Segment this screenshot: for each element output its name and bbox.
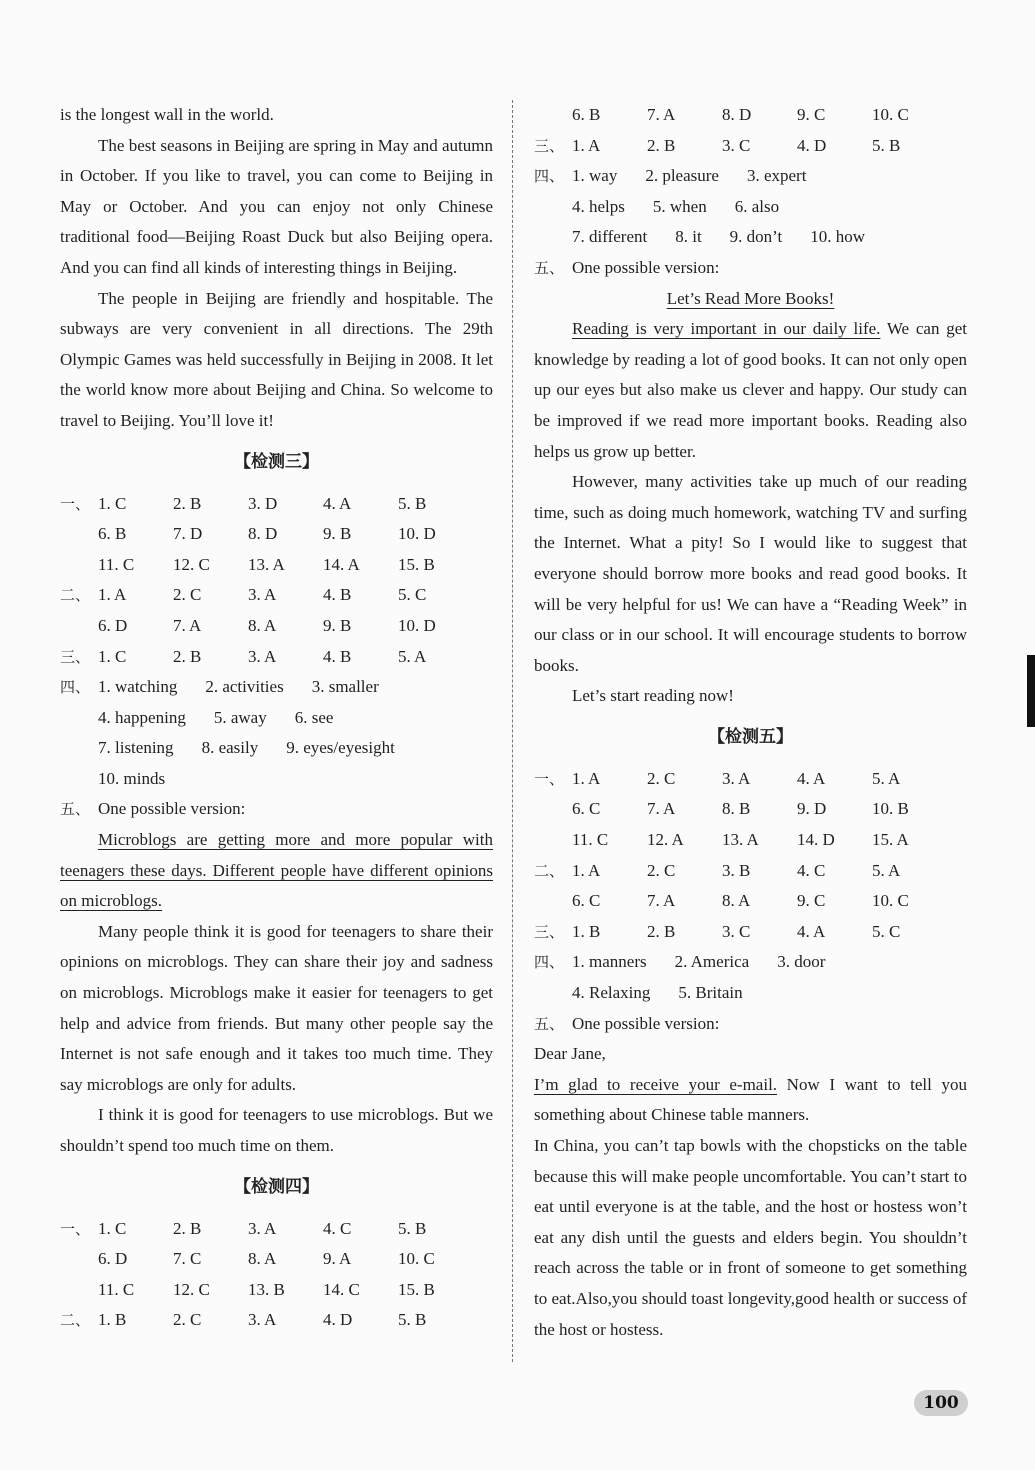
test3-part1-answers bbox=[60, 489, 493, 581]
essay-paragraph-1: Reading is very important in our daily life. We can get knowledge by reading a lot of good books. It can not only open up our eyes but also make us clever and happy. Our study can be improved if we read more important books. Reading also helps us grow up better. bbox=[534, 319, 967, 461]
answer-item: 8. D bbox=[248, 524, 278, 544]
answer-item: 4. A bbox=[797, 768, 826, 788]
answer-item: 10. C bbox=[398, 1249, 435, 1269]
answer-item: 2. activities bbox=[205, 677, 284, 697]
answer-item: 6. D bbox=[98, 1249, 128, 1269]
answer-item: 3. smaller bbox=[311, 677, 379, 697]
intro-line: is the longest wall in the world. bbox=[60, 105, 274, 124]
answer-item: 10. how bbox=[810, 227, 866, 247]
answer-item: 14. C bbox=[323, 1279, 360, 1299]
answer-row bbox=[534, 947, 967, 978]
section-prefix: 四、 bbox=[60, 678, 91, 697]
section-prefix bbox=[60, 703, 98, 734]
section-prefix bbox=[534, 794, 572, 825]
answer-item: 8. D bbox=[722, 105, 752, 124]
answer-item: 15. B bbox=[398, 1279, 435, 1299]
section-prefix: 五、 bbox=[534, 258, 565, 277]
letter-greeting: Dear Jane, bbox=[534, 1044, 606, 1064]
answer-item: 3. D bbox=[248, 493, 278, 513]
answer-row bbox=[534, 886, 967, 917]
test3-part5-label-row bbox=[60, 794, 493, 825]
answer-item: 5. A bbox=[872, 860, 901, 880]
answer-row bbox=[60, 1275, 493, 1306]
section-prefix: 一、 bbox=[60, 494, 91, 513]
answer-item: 8. it bbox=[675, 227, 702, 247]
answer-item: 10. B bbox=[872, 799, 909, 819]
answer-row bbox=[60, 611, 493, 642]
section-prefix bbox=[60, 1275, 98, 1306]
answer-item: 9. don’t bbox=[729, 227, 783, 247]
answer-item: 1. A bbox=[572, 135, 601, 155]
answer-item: 4. C bbox=[797, 860, 826, 880]
answer-item: 6. C bbox=[572, 891, 601, 911]
answer-row bbox=[60, 642, 493, 673]
section-prefix bbox=[60, 1244, 98, 1275]
section-prefix: 二、 bbox=[60, 586, 91, 605]
answer-item: 4. B bbox=[323, 646, 352, 666]
answer-item: 5. A bbox=[872, 768, 901, 788]
test5-part5-label-row bbox=[534, 1009, 967, 1040]
answer-item: 2. B bbox=[173, 493, 202, 513]
answer-item: 7. A bbox=[647, 799, 676, 819]
answer-item: 2. C bbox=[647, 860, 676, 880]
answer-item: 1. C bbox=[98, 493, 127, 513]
test3-part3-answers bbox=[60, 642, 493, 673]
answer-item: 6. also bbox=[734, 196, 780, 216]
answer-row bbox=[534, 856, 967, 887]
answer-item: 5. A bbox=[398, 646, 427, 666]
answer-item: 9. A bbox=[323, 1249, 352, 1269]
answer-item: 13. A bbox=[248, 554, 285, 574]
answer-row bbox=[534, 794, 967, 825]
test4-part3-answers bbox=[534, 131, 967, 162]
answer-item: 12. C bbox=[173, 554, 210, 574]
answer-row bbox=[534, 978, 967, 1009]
answer-item: 9. D bbox=[797, 799, 827, 819]
section-prefix bbox=[534, 192, 572, 223]
answer-row bbox=[534, 917, 967, 948]
answer-item: 3. B bbox=[722, 860, 751, 880]
paragraph-people: The people in Beijing are friendly and hospitable. The subways are very convenient in all directions. The 29th Olympic Games was held successfully in Beijing in 2008. It let the world know more about Beijing and China. So welcome to travel to Beijing. You’ll love it! bbox=[60, 288, 493, 430]
answer-item: 7. D bbox=[173, 524, 203, 544]
answer-item: 2. B bbox=[173, 1218, 202, 1238]
answer-row bbox=[534, 192, 967, 223]
section-prefix: 四、 bbox=[534, 953, 565, 972]
answer-item: 15. A bbox=[872, 830, 909, 850]
section-prefix bbox=[534, 100, 572, 131]
answer-item: 9. C bbox=[797, 105, 826, 124]
answer-row bbox=[534, 161, 967, 192]
paragraph-seasons: The best seasons in Beijing are spring in May and autumn in October. If you like to travel, you can come to Beijing in May or October. And you can enjoy not only Chinese traditional food—Beijing Roast Duck but also Beijing opera. And you can find all kinds of interesting things in Beijing. bbox=[60, 135, 493, 277]
answer-row bbox=[60, 489, 493, 520]
answer-item: 4. happening bbox=[98, 707, 186, 727]
letter-paragraph-1: I’m glad to receive your e-mail. Now I want to tell you something about Chinese table manners. bbox=[534, 1074, 968, 1125]
essay-paragraph-2: However, many activities take up much of our reading time, such as doing much homework, watching TV and surfing the Internet. What a pity! So I would like to suggest that everyone should borrow more books and read good books. It will be very helpful for us! We can have a “Reading Week” in our class or in our school. It will encourage students to borrow books. bbox=[534, 472, 967, 675]
answer-item: 14. A bbox=[323, 554, 360, 574]
answer-row bbox=[60, 550, 493, 581]
answer-item: 5. B bbox=[398, 1218, 427, 1238]
section-prefix: 二、 bbox=[60, 1311, 91, 1330]
section-prefix bbox=[60, 611, 98, 642]
answer-item: 11. C bbox=[98, 554, 135, 574]
answer-item: 4. A bbox=[797, 921, 826, 941]
answer-item: 1. C bbox=[98, 646, 127, 666]
answer-item: 5. away bbox=[213, 707, 267, 727]
answer-item: 3. A bbox=[248, 1218, 277, 1238]
answer-item: 2. B bbox=[647, 135, 676, 155]
test4-part2-answers bbox=[60, 1305, 493, 1336]
test4-part4-answers bbox=[534, 161, 967, 253]
answer-item: 9. B bbox=[323, 524, 352, 544]
answer-row bbox=[534, 100, 967, 131]
section-prefix: 一、 bbox=[534, 769, 565, 788]
answer-item: 12. A bbox=[647, 830, 684, 850]
answer-item: 10. D bbox=[398, 524, 436, 544]
answer-item: 2. pleasure bbox=[645, 166, 719, 186]
answer-item: 1. way bbox=[572, 166, 618, 186]
answer-item: 4. D bbox=[323, 1310, 353, 1330]
answer-item: 1. A bbox=[98, 585, 127, 605]
section-prefix bbox=[60, 764, 98, 795]
section-prefix: 三、 bbox=[534, 136, 565, 155]
answer-row bbox=[534, 131, 967, 162]
answer-item: 8. B bbox=[722, 799, 751, 819]
answer-item: 12. C bbox=[173, 1279, 210, 1299]
answer-item: 10. C bbox=[872, 105, 909, 124]
answer-row bbox=[60, 1244, 493, 1275]
test5-part3-answers bbox=[534, 917, 967, 948]
answer-item: 2. C bbox=[647, 768, 676, 788]
answer-row bbox=[60, 580, 493, 611]
answer-item: 3. A bbox=[248, 1310, 277, 1330]
section-prefix: 三、 bbox=[534, 922, 565, 941]
section-prefix bbox=[534, 978, 572, 1009]
answer-item: 5. when bbox=[652, 196, 707, 216]
letter-paragraph-2: In China, you can’t tap bowls with the chopsticks on the table because this will make people uncomfortable. You can’t start to eat until everyone is at the table, and the host or hostess won’t eat any dish until the guests and elders begin. You shouldn’t reach across the table or in front of someone to get something to eat.Also,you should toast longevity,good health or success of the host or hostess. bbox=[534, 1136, 967, 1339]
section-prefix: 二、 bbox=[534, 861, 565, 880]
answer-item: 3. door bbox=[777, 952, 826, 972]
answer-row bbox=[60, 672, 493, 703]
answer-item: 1. A bbox=[572, 860, 601, 880]
answer-item: 1. A bbox=[572, 768, 601, 788]
answer-item: 1. B bbox=[98, 1310, 127, 1330]
answer-item: 1. watching bbox=[98, 677, 178, 697]
section-prefix bbox=[60, 733, 98, 764]
answer-item: 3. C bbox=[722, 135, 751, 155]
answer-item: 3. C bbox=[722, 921, 751, 941]
answer-item: 1. B bbox=[572, 921, 601, 941]
answer-item: 13. B bbox=[248, 1279, 285, 1299]
essay-intro-underlined: Microblogs are getting more and more popular with teenagers these days. Different people have different opinions on microblogs. bbox=[60, 830, 493, 911]
answer-item: 6. C bbox=[572, 799, 601, 819]
section-title-test5: 【检测五】 bbox=[708, 726, 793, 747]
answer-item: 9. B bbox=[323, 615, 352, 635]
section-prefix: 五、 bbox=[60, 800, 91, 819]
version-label: One possible version: bbox=[572, 257, 720, 277]
test4-part5-label-row bbox=[534, 253, 967, 284]
answer-item: 3. A bbox=[248, 646, 277, 666]
section-title-test4: 【检测四】 bbox=[234, 1176, 319, 1197]
answer-row bbox=[60, 733, 493, 764]
answer-item: 5. C bbox=[398, 585, 427, 605]
section-prefix bbox=[534, 222, 572, 253]
answer-item: 6. B bbox=[98, 524, 127, 544]
answer-item: 5. B bbox=[398, 493, 427, 513]
answer-item: 4. A bbox=[323, 493, 352, 513]
section-prefix bbox=[60, 550, 98, 581]
answer-item: 7. A bbox=[647, 105, 676, 124]
answer-item: 11. C bbox=[572, 830, 609, 850]
test3-part2-answers bbox=[60, 580, 493, 641]
answer-item: 4. D bbox=[797, 135, 827, 155]
answer-item: 4. B bbox=[323, 585, 352, 605]
answer-item: 6. B bbox=[572, 105, 601, 124]
answer-item: 2. B bbox=[647, 921, 676, 941]
page-number: 100 bbox=[914, 1390, 968, 1416]
answer-item: 9. C bbox=[797, 891, 826, 911]
answer-item: 4. Relaxing bbox=[572, 983, 651, 1003]
essay-paragraph-3: I think it is good for teenagers to use microblogs. But we shouldn’t spend too much time on them. bbox=[60, 1105, 493, 1155]
section-prefix bbox=[60, 519, 98, 550]
section-prefix bbox=[534, 825, 572, 856]
answer-row bbox=[60, 1305, 493, 1336]
answer-item: 3. A bbox=[248, 585, 277, 605]
answer-item: 1. manners bbox=[572, 952, 647, 972]
test5-part1-answers bbox=[534, 764, 967, 856]
column-divider bbox=[512, 100, 513, 1362]
answer-item: 6. D bbox=[98, 615, 128, 635]
answer-item: 2. C bbox=[173, 585, 202, 605]
answer-item: 8. A bbox=[722, 891, 751, 911]
answer-row bbox=[60, 703, 493, 734]
answer-item: 4. helps bbox=[572, 196, 625, 216]
section-prefix bbox=[534, 886, 572, 917]
answer-row bbox=[534, 825, 967, 856]
answer-item: 5. B bbox=[398, 1310, 427, 1330]
answer-item: 7. A bbox=[173, 615, 202, 635]
answer-item: 1. C bbox=[98, 1218, 127, 1238]
test4-part2-continued bbox=[534, 100, 967, 131]
answer-item: 5. C bbox=[872, 921, 901, 941]
test4-part1-answers bbox=[60, 1214, 493, 1306]
answer-row bbox=[534, 222, 967, 253]
answer-item: 5. B bbox=[872, 135, 901, 155]
answer-item: 2. America bbox=[674, 952, 750, 972]
answer-item: 3. A bbox=[722, 768, 751, 788]
section-prefix: 一、 bbox=[60, 1219, 91, 1238]
answer-item: 2. C bbox=[173, 1310, 202, 1330]
answer-item: 2. B bbox=[173, 646, 202, 666]
answer-item: 7. different bbox=[572, 227, 648, 247]
version-label: One possible version: bbox=[572, 1013, 720, 1033]
answer-item: 8. A bbox=[248, 615, 277, 635]
essay-title: Let’s Read More Books! bbox=[666, 288, 835, 308]
answer-item: 8. A bbox=[248, 1249, 277, 1269]
edge-tab-mark bbox=[1027, 655, 1035, 727]
answer-row bbox=[60, 1214, 493, 1245]
answer-item: 7. A bbox=[647, 891, 676, 911]
answer-item: 7. C bbox=[173, 1249, 202, 1269]
answer-item: 5. Britain bbox=[678, 983, 743, 1003]
answer-item: 14. D bbox=[797, 830, 835, 850]
essay-paragraph-2: Many people think it is good for teenagers to share their opinions on microblogs. They can share their joy and sadness on microblogs. Microblogs make it easier for teenagers to get help and advice from friends. But many other people say the Internet is not safe enough and it takes too much time. They say microblogs are only for adults. bbox=[60, 921, 493, 1094]
answer-item: 8. easily bbox=[201, 738, 259, 758]
answer-item: 10. minds bbox=[98, 768, 166, 788]
answer-item: 13. A bbox=[722, 830, 759, 850]
version-label: One possible version: bbox=[98, 799, 246, 819]
section-title-test3: 【检测三】 bbox=[234, 451, 319, 472]
answer-item: 15. B bbox=[398, 554, 435, 574]
answer-item: 3. expert bbox=[746, 166, 807, 186]
answer-item: 7. listening bbox=[98, 738, 174, 758]
section-prefix: 五、 bbox=[534, 1014, 565, 1033]
test5-part4-answers bbox=[534, 947, 967, 1008]
answer-item: 4. C bbox=[323, 1218, 352, 1238]
section-prefix: 四、 bbox=[534, 167, 565, 186]
answer-item: 10. D bbox=[398, 615, 436, 635]
answer-row bbox=[60, 519, 493, 550]
section-prefix: 三、 bbox=[60, 647, 91, 666]
left-column bbox=[60, 100, 493, 1336]
answer-item: 11. C bbox=[98, 1279, 135, 1299]
essay-paragraph-3: Let’s start reading now! bbox=[572, 686, 734, 706]
answer-item: 6. see bbox=[294, 707, 334, 727]
answer-row bbox=[534, 764, 967, 795]
test5-part2-answers bbox=[534, 856, 967, 917]
answer-item: 10. C bbox=[872, 891, 909, 911]
answer-row bbox=[60, 764, 493, 795]
right-column bbox=[534, 100, 967, 1345]
test3-part4-answers bbox=[60, 672, 493, 794]
answer-item: 9. eyes/eyesight bbox=[286, 738, 395, 758]
